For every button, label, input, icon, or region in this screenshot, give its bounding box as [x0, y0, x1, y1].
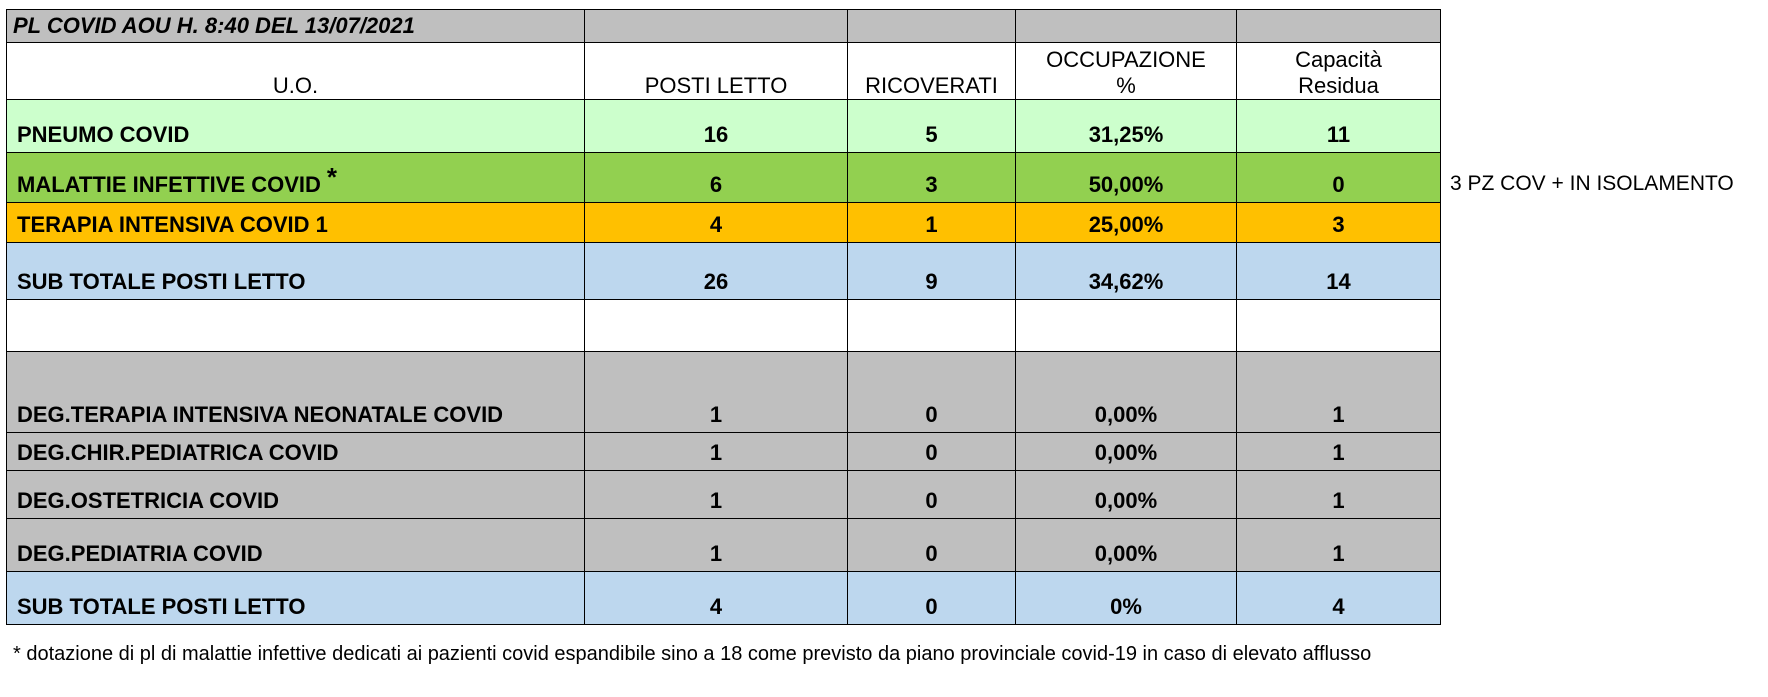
occupazione-value: 31,25% — [1016, 100, 1237, 153]
header-posti-letto: POSTI LETTO — [585, 43, 848, 100]
empty-cell — [1016, 300, 1237, 352]
footnote: * dotazione di pl di malattie infettive dedicati ai pazienti covid espandibile sino a 18 come previsto da piano provinciale covid-19 in caso di elevato afflusso — [13, 643, 1372, 665]
header-row — [7, 43, 1441, 100]
row-name-cell — [7, 153, 585, 203]
residua-value: 11 — [1237, 100, 1441, 153]
subtotal-row — [7, 572, 1441, 625]
footnote-marker: * — [326, 162, 338, 192]
ricoverati-value: 0 — [848, 519, 1016, 572]
ricoverati-value: 0 — [848, 572, 1016, 625]
title-filler-cell — [585, 10, 848, 43]
ricoverati-value: 9 — [848, 243, 1016, 300]
table-row — [7, 100, 1441, 153]
header-ricoverati: RICOVERATI — [848, 43, 1016, 100]
table-row — [7, 203, 1441, 243]
occupazione-value: 50,00% — [1016, 153, 1237, 203]
table-row — [7, 352, 1441, 433]
row-name: MALATTIE INFETTIVE COVID — [17, 172, 321, 197]
empty-cell — [1237, 300, 1441, 352]
empty-cell — [848, 300, 1016, 352]
ricoverati-value: 3 — [848, 153, 1016, 203]
posti-letto-value: 6 — [585, 153, 848, 203]
row-name: DEG.OSTETRICIA COVID — [7, 471, 585, 519]
residua-value: 0 — [1237, 153, 1441, 203]
row-name: DEG.TERAPIA INTENSIVA NEONATALE COVID — [7, 352, 585, 433]
side-note: 3 PZ COV + IN ISOLAMENTO — [1450, 172, 1734, 195]
posti-letto-value: 4 — [585, 203, 848, 243]
occupazione-value: 0% — [1016, 572, 1237, 625]
header-occupazione: OCCUPAZIONE % — [1016, 43, 1237, 100]
title-row — [7, 10, 1441, 43]
occupazione-value: 0,00% — [1016, 519, 1237, 572]
posti-letto-value: 4 — [585, 572, 848, 625]
residua-value: 1 — [1237, 471, 1441, 519]
occupazione-value: 0,00% — [1016, 471, 1237, 519]
posti-letto-value: 1 — [585, 352, 848, 433]
residua-value: 1 — [1237, 519, 1441, 572]
row-name: DEG.CHIR.PEDIATRICA COVID — [7, 433, 585, 471]
occupazione-value: 0,00% — [1016, 433, 1237, 471]
posti-letto-value: 16 — [585, 100, 848, 153]
residua-value: 1 — [1237, 352, 1441, 433]
ricoverati-value: 5 — [848, 100, 1016, 153]
occupazione-value: 0,00% — [1016, 352, 1237, 433]
row-name: SUB TOTALE POSTI LETTO — [7, 572, 585, 625]
subtotal-row — [7, 243, 1441, 300]
occupazione-value: 25,00% — [1016, 203, 1237, 243]
table-row — [7, 433, 1441, 471]
residua-value: 4 — [1237, 572, 1441, 625]
ricoverati-value: 0 — [848, 352, 1016, 433]
ricoverati-value: 0 — [848, 471, 1016, 519]
posti-letto-value: 1 — [585, 433, 848, 471]
row-name: DEG.PEDIATRIA COVID — [7, 519, 585, 572]
table-row — [7, 471, 1441, 519]
header-uo: U.O. — [7, 43, 585, 100]
posti-letto-value: 1 — [585, 471, 848, 519]
table-row — [7, 153, 1441, 203]
empty-cell — [585, 300, 848, 352]
table-title: PL COVID AOU H. 8:40 DEL 13/07/2021 — [7, 10, 585, 43]
posti-letto-value: 26 — [585, 243, 848, 300]
residua-value: 14 — [1237, 243, 1441, 300]
posti-letto-value: 1 — [585, 519, 848, 572]
ricoverati-value: 0 — [848, 433, 1016, 471]
title-filler-cell — [1016, 10, 1237, 43]
header-capacita-residua: Capacità Residua — [1237, 43, 1441, 100]
ricoverati-value: 1 — [848, 203, 1016, 243]
empty-cell — [7, 300, 585, 352]
residua-value: 1 — [1237, 433, 1441, 471]
occupazione-value: 34,62% — [1016, 243, 1237, 300]
row-name: SUB TOTALE POSTI LETTO — [7, 243, 585, 300]
spacer-row — [7, 300, 1441, 352]
title-filler-cell — [1237, 10, 1441, 43]
title-filler-cell — [848, 10, 1016, 43]
residua-value: 3 — [1237, 203, 1441, 243]
row-name: TERAPIA INTENSIVA COVID 1 — [7, 203, 585, 243]
table-row — [7, 519, 1441, 572]
covid-beds-table — [6, 9, 1441, 625]
row-name: PNEUMO COVID — [7, 100, 585, 153]
